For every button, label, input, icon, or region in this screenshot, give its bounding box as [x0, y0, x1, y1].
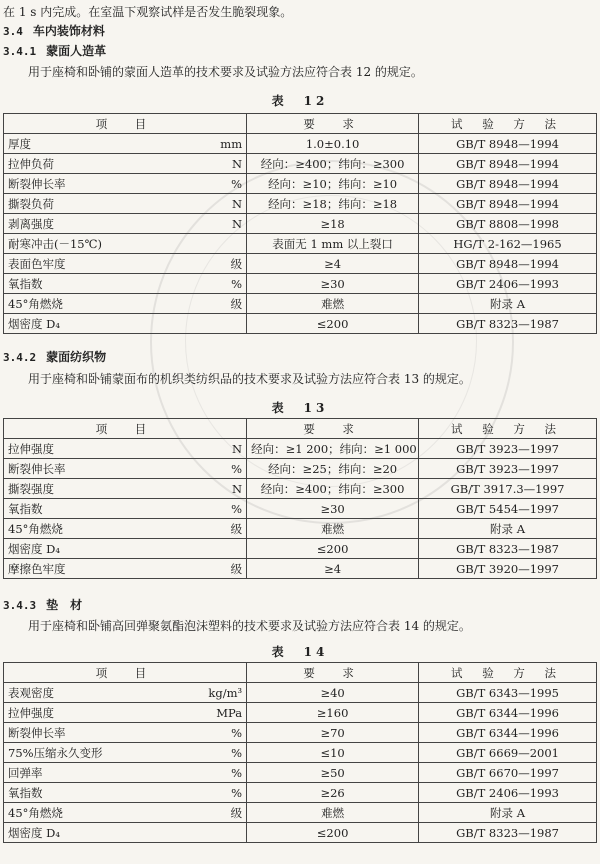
item-cell: 撕裂强度: [4, 479, 182, 499]
item-cell: 表面色牢度: [4, 254, 182, 274]
unit-cell: 级: [181, 294, 246, 314]
requirement-cell: ≥4: [247, 254, 419, 274]
unit-cell: 级: [181, 803, 246, 823]
item-cell: 摩擦色牢度: [4, 559, 182, 579]
table-row: [4, 519, 597, 539]
requirement-cell: ≥40: [247, 683, 419, 703]
item-cell: 氧指数: [4, 274, 182, 294]
section-title: 蒙面纺织物: [46, 350, 107, 364]
table-row: [4, 743, 597, 763]
table-row: [4, 194, 597, 214]
table-row: [4, 539, 597, 559]
unit-cell: %: [181, 174, 246, 194]
item-cell: 剥离强度: [4, 214, 182, 234]
section-3-4-heading: [3, 22, 105, 39]
item-cell: 拉伸强度: [4, 703, 182, 723]
unit-cell: %: [181, 459, 246, 479]
column-header: 要 求: [247, 419, 419, 439]
column-header: 项 目: [4, 663, 247, 683]
column-header: 要 求: [247, 114, 419, 134]
test-method-cell: GB/T 5454—1997: [419, 499, 597, 519]
requirement-cell: 经向：≥10；纬向：≥10: [247, 174, 419, 194]
table-12-caption: 表 12: [271, 94, 329, 108]
test-method-cell: GB/T 2406—1993: [419, 783, 597, 803]
section-title: 车内装饰材料: [32, 24, 105, 38]
test-method-cell: GB/T 8948—1994: [419, 194, 597, 214]
item-cell: 断裂伸长率: [4, 174, 182, 194]
unit-cell: 级: [181, 559, 246, 579]
test-method-cell: GB/T 6343—1995: [419, 683, 597, 703]
table-header-row: [4, 663, 597, 683]
item-cell: 撕裂负荷: [4, 194, 182, 214]
test-method-cell: GB/T 6670—1997: [419, 763, 597, 783]
unit-cell: N: [181, 154, 246, 174]
unit-cell: %: [181, 763, 246, 783]
requirement-cell: 经向：≥400；纬向：≥300: [247, 479, 419, 499]
unit-cell: 级: [181, 519, 246, 539]
item-cell: 45°角燃烧: [4, 803, 182, 823]
table-12: [3, 113, 597, 334]
test-method-cell: GB/T 2406—1993: [419, 274, 597, 294]
requirement-cell: ≤200: [247, 314, 419, 334]
section-3-4-2-paragraph: 用于座椅和卧铺蒙面布的机织类纺织品的技术要求及试验方法应符合表 13 的规定。: [28, 372, 471, 386]
table-row: [4, 314, 597, 334]
column-header: 项 目: [4, 114, 247, 134]
requirement-cell: 表面无 1 mm 以上裂口: [247, 234, 419, 254]
test-method-cell: GB/T 3920—1997: [419, 559, 597, 579]
section-3-4-1-heading: [3, 42, 106, 59]
table-14-caption: 表 14: [271, 645, 329, 659]
section-number: 3.4.1: [3, 45, 37, 58]
test-method-cell: GB/T 6344—1996: [419, 723, 597, 743]
item-cell: 表观密度: [4, 683, 182, 703]
requirement-cell: ≥70: [247, 723, 419, 743]
test-method-cell: GB/T 3923—1997: [419, 439, 597, 459]
test-method-cell: GB/T 3923—1997: [419, 459, 597, 479]
item-cell: 断裂伸长率: [4, 459, 182, 479]
test-method-cell: GB/T 8323—1987: [419, 539, 597, 559]
table-row: [4, 559, 597, 579]
test-method-cell: GB/T 8808—1998: [419, 214, 597, 234]
table-header-row: [4, 114, 597, 134]
test-method-cell: GB/T 6669—2001: [419, 743, 597, 763]
section-number: 3.4.2: [3, 351, 37, 364]
table-row: [4, 459, 597, 479]
item-cell: 拉伸负荷: [4, 154, 182, 174]
table-row: [4, 174, 597, 194]
test-method-cell: 附录 A: [419, 294, 597, 314]
requirement-cell: ≥4: [247, 559, 419, 579]
item-cell: 45°角燃烧: [4, 519, 182, 539]
requirement-cell: ≤200: [247, 539, 419, 559]
column-header: 试 验 方 法: [419, 114, 597, 134]
requirement-cell: ≤200: [247, 823, 419, 843]
unit-cell: %: [181, 743, 246, 763]
item-cell: 拉伸强度: [4, 439, 182, 459]
table-row: [4, 254, 597, 274]
table-row: [4, 763, 597, 783]
unit-cell: MPa: [181, 703, 246, 723]
unit-cell: %: [181, 723, 246, 743]
unit-cell: %: [181, 499, 246, 519]
test-method-cell: 附录 A: [419, 519, 597, 539]
requirement-cell: ≥50: [247, 763, 419, 783]
item-cell: 氧指数: [4, 783, 182, 803]
table-row: [4, 803, 597, 823]
item-cell: 氧指数: [4, 499, 182, 519]
item-cell: 回弹率: [4, 763, 182, 783]
requirement-cell: 难燃: [247, 803, 419, 823]
requirement-cell: ≥30: [247, 499, 419, 519]
item-cell: 45°角燃烧: [4, 294, 182, 314]
section-title: 垫 材: [46, 598, 83, 612]
requirement-cell: ≥18: [247, 214, 419, 234]
table-14: [3, 662, 597, 843]
table-row: [4, 134, 597, 154]
unit-cell: 级: [181, 254, 246, 274]
test-method-cell: GB/T 8948—1994: [419, 254, 597, 274]
unit-cell: [181, 539, 246, 559]
table-row: [4, 499, 597, 519]
test-method-cell: GB/T 8323—1987: [419, 823, 597, 843]
section-3-4-3-paragraph: 用于座椅和卧铺高回弹聚氨酯泡沫塑料的技术要求及试验方法应符合表 14 的规定。: [28, 619, 471, 633]
test-method-cell: HG/T 2-162—1965: [419, 234, 597, 254]
requirement-cell: ≥160: [247, 703, 419, 723]
test-method-cell: 附录 A: [419, 803, 597, 823]
table-row: [4, 214, 597, 234]
table-row: [4, 439, 597, 459]
intro-line: 在 1 s 内完成。在室温下观察试样是否发生脆裂现象。: [3, 5, 293, 19]
test-method-cell: GB/T 8948—1994: [419, 154, 597, 174]
requirement-cell: 难燃: [247, 294, 419, 314]
item-cell: 断裂伸长率: [4, 723, 182, 743]
section-3-4-1-paragraph: 用于座椅和卧铺的蒙面人造革的技术要求及试验方法应符合表 12 的规定。: [28, 65, 423, 79]
table-row: [4, 723, 597, 743]
unit-cell: N: [181, 439, 246, 459]
unit-cell: [181, 234, 246, 254]
column-header: 项 目: [4, 419, 247, 439]
unit-cell: N: [181, 214, 246, 234]
requirement-cell: 经向：≥400；纬向：≥300: [247, 154, 419, 174]
requirement-cell: 经向：≥18；纬向：≥18: [247, 194, 419, 214]
requirement-cell: 1.0±0.10: [247, 134, 419, 154]
requirement-cell: 难燃: [247, 519, 419, 539]
table-row: [4, 783, 597, 803]
table-row: [4, 294, 597, 314]
table-13-caption: 表 13: [271, 401, 329, 415]
unit-cell: kg/m³: [181, 683, 246, 703]
section-number: 3.4.3: [3, 599, 37, 612]
requirement-cell: ≥30: [247, 274, 419, 294]
test-method-cell: GB/T 3917.3—1997: [419, 479, 597, 499]
column-header: 试 验 方 法: [419, 663, 597, 683]
unit-cell: mm: [181, 134, 246, 154]
table-row: [4, 274, 597, 294]
section-number: 3.4: [3, 25, 23, 38]
section-title: 蒙面人造革: [46, 44, 107, 58]
table-row: [4, 234, 597, 254]
unit-cell: [181, 823, 246, 843]
requirement-cell: 经向：≥1 200；纬向：≥1 000: [247, 439, 419, 459]
table-row: [4, 703, 597, 723]
table-row: [4, 823, 597, 843]
unit-cell: N: [181, 194, 246, 214]
column-header: 要 求: [247, 663, 419, 683]
column-header: 试 验 方 法: [419, 419, 597, 439]
table-13: [3, 418, 597, 579]
section-3-4-2-heading: [3, 348, 106, 365]
table-row: [4, 683, 597, 703]
test-method-cell: GB/T 8323—1987: [419, 314, 597, 334]
table-row: [4, 154, 597, 174]
item-cell: 烟密度 D₄: [4, 823, 182, 843]
table-row: [4, 479, 597, 499]
item-cell: 烟密度 D₄: [4, 314, 182, 334]
item-cell: 耐寒冲击(－15℃): [4, 234, 182, 254]
item-cell: 厚度: [4, 134, 182, 154]
item-cell: 75%压缩永久变形: [4, 743, 182, 763]
table-header-row: [4, 419, 597, 439]
test-method-cell: GB/T 6344—1996: [419, 703, 597, 723]
test-method-cell: GB/T 8948—1994: [419, 174, 597, 194]
item-cell: 烟密度 D₄: [4, 539, 182, 559]
requirement-cell: 经向：≥25；纬向：≥20: [247, 459, 419, 479]
test-method-cell: GB/T 8948—1994: [419, 134, 597, 154]
unit-cell: [181, 314, 246, 334]
requirement-cell: ≤10: [247, 743, 419, 763]
unit-cell: N: [181, 479, 246, 499]
unit-cell: %: [181, 783, 246, 803]
requirement-cell: ≥26: [247, 783, 419, 803]
unit-cell: %: [181, 274, 246, 294]
section-3-4-3-heading: [3, 596, 82, 613]
